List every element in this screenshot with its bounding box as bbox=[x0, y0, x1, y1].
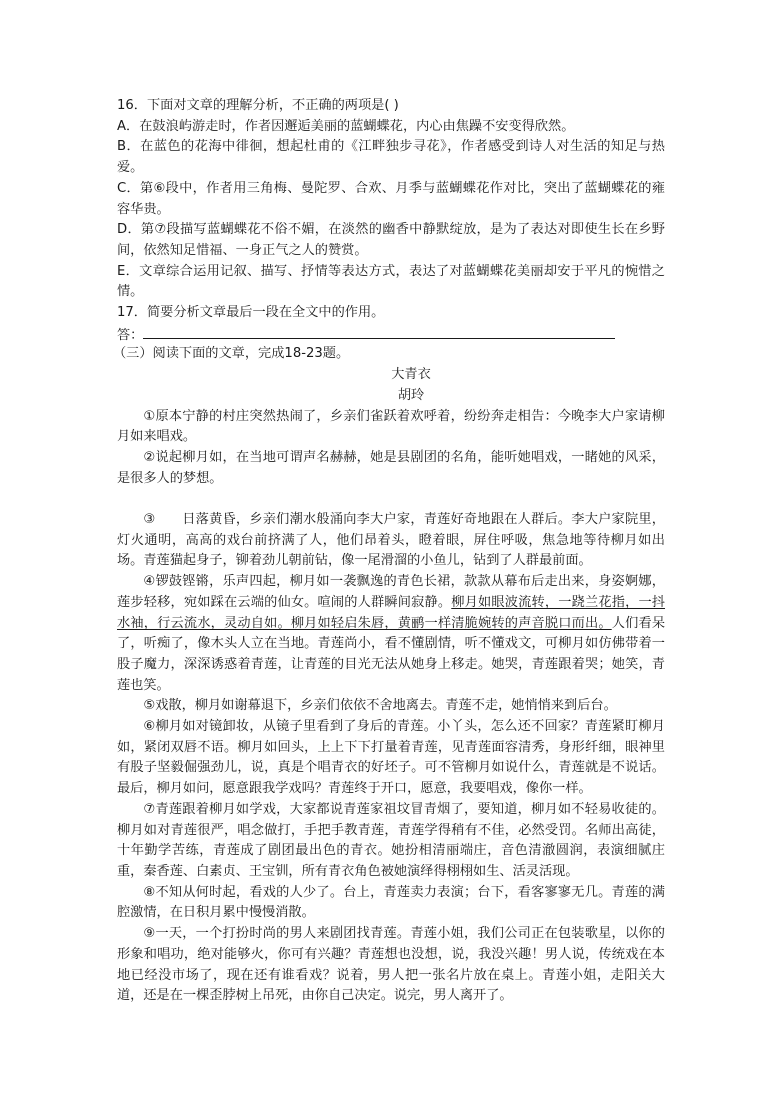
paragraph-4-text-a: ④锣鼓铿锵，乐声四起，柳月如一袭飘逸的青色长裙，款款从幕布后走出来，身姿婀娜，莲步轻移，宛如踩在云端的仙女。喧闹的人群瞬间寂静。 bbox=[117, 574, 665, 610]
question-16-option-c: C．第⑥段中，作者用三角梅、曼陀罗、合欢、月季与蓝蝴蝶花作对比，突出了蓝蝴蝶花的雍容华贵。 bbox=[117, 180, 665, 217]
paragraph-6: ⑥柳月如对镜卸妆，从镜子里看到了身后的青莲。小丫头，怎么还不回家？青莲紧盯柳月如，紧闭双唇不语。柳月如回头，上上下下打量着青莲，见青莲面容清秀，身形纤细，眼神里有股子坚毅倔强劲儿，说，真是个唱青衣的好坯子。可不管柳月如说什么，青莲就是不说话。最后，柳月如问，愿意跟我学戏吗？青莲终于开口，愿意，我要唱戏，像你一样。 bbox=[117, 719, 665, 797]
question-16-option-b: B．在蓝色的花海中徘徊，想起杜甫的《江畔独步寻花》，作者感受到诗人对生活的知足与热爱。 bbox=[117, 139, 665, 176]
paragraph-9: ⑨一天，一个打扮时尚的男人来剧团找青莲。青莲小姐，我们公司正在包装歌星，以你的形象和唱功，绝对能够火，你可有兴趣？青莲想也没想，说，我没兴趣！男人说，传统戏在本地已经没市场了，现在还有谁看戏？说着，男人把一张名片放在桌上。青莲小姐，走阳关大道，还是在一棵歪脖树上吊死，由你自己决定。说完，男人离开了。 bbox=[117, 926, 665, 1004]
paragraph-3: ③ 日落黄昏，乡亲们潮水般涌向李大户家，青莲好奇地跟在人群后。李大户家院里，灯火通明，高高的戏台前挤满了人，他们昂着头，瞪着眼，屏住呼吸，焦急地等待柳月如出场。青莲猫起身子，铆着劲儿朝前钻，像一尾滑溜的小鱼儿，钻到了人群最前面。 bbox=[117, 512, 665, 569]
paragraph-8: ⑧不知从何时起，看戏的人少了。台上，青莲卖力表演；台下，看客寥寥无几。青莲的满腔激情，在日积月累中慢慢消散。 bbox=[117, 884, 665, 921]
paragraph-5: ⑤戏散，柳月如谢幕退下，乡亲们依依不舍地离去。青莲不走，她悄悄来到后台。 bbox=[143, 698, 617, 714]
paragraph-2: ②说起柳月如，在当地可谓声名赫赫，她是县剧团的名角，能听她唱戏，一睹她的风采，是很多人的梦想。 bbox=[117, 449, 665, 486]
document-body bbox=[113, 96, 666, 1007]
paragraph-7: ⑦青莲跟着柳月如学戏，大家都说青莲家祖坟冒青烟了，要知道，柳月如不轻易收徒的。柳月如对青莲很严，唱念做打，手把手教青莲，青莲学得稍有不佳，必然受罚。名师出高徒，十年勤学苦练，青莲成了剧团最出色的青衣。她扮相清丽端庄，音色清澈圆润，表演细腻庄重，秦香莲、白素贞、王宝钏，所有青衣角色被她演绎得栩栩如生、活灵活现。 bbox=[117, 801, 665, 879]
question-16-option-a: A．在鼓浪屿游走时，作者因邂逅美丽的蓝蝴蝶花，内心由焦躁不安变得欣然。 bbox=[117, 118, 575, 134]
paragraph-4 bbox=[117, 572, 665, 696]
article-author: 胡玲 bbox=[397, 387, 425, 403]
question-17-answer bbox=[117, 324, 665, 345]
paragraph-4-text-b: 人们看呆了，听痴了，像木头人立在当地。青莲尚小，看不懂剧情，听不懂戏文，可柳月如仿佛带着一股子魔力，深深诱惑着青莲，让青莲的目光无法从她身上移走。她哭，青莲跟着哭；她笑，青莲也笑。 bbox=[117, 615, 666, 693]
question-16-option-d: D．第⑦段描写蓝蝴蝶花不俗不媚，在淡然的幽香中静默绽放，是为了表达对即使生长在乡野间，依然知足惜福、一身正气之人的赞赏。 bbox=[117, 222, 665, 258]
article-title: 大青衣 bbox=[391, 367, 431, 383]
answer-label: 答： bbox=[117, 327, 144, 343]
question-16-stem: 16．下面对文章的理解分析，不正确的两项是( ) bbox=[117, 98, 399, 113]
question-16-option-e: E．文章综合运用记叙、描写、抒情等表达方式，表达了对蓝蝴蝶花美丽却安于平凡的惋惜之情。 bbox=[117, 263, 665, 300]
paragraph-4-underlined: 柳月如眼波流转，一跷兰花指，一抖水袖，行云流水，灵动自如。柳月如轻启朱唇，黄鹂一样清脆婉转的声音脱口而出。 bbox=[117, 594, 666, 631]
section-3-heading: （三）阅读下面的文章，完成18-23题。 bbox=[113, 346, 350, 362]
question-17-stem: 17．简要分析文章最后一段在全文中的作用。 bbox=[117, 305, 385, 321]
blank-line bbox=[117, 489, 665, 510]
paragraph-1: ①原本宁静的村庄突然热闹了，乡亲们雀跃着欢呼着，纷纷奔走相告：今晚李大户家请柳月如来唱戏。 bbox=[117, 408, 665, 445]
answer-blank-line bbox=[143, 324, 615, 339]
